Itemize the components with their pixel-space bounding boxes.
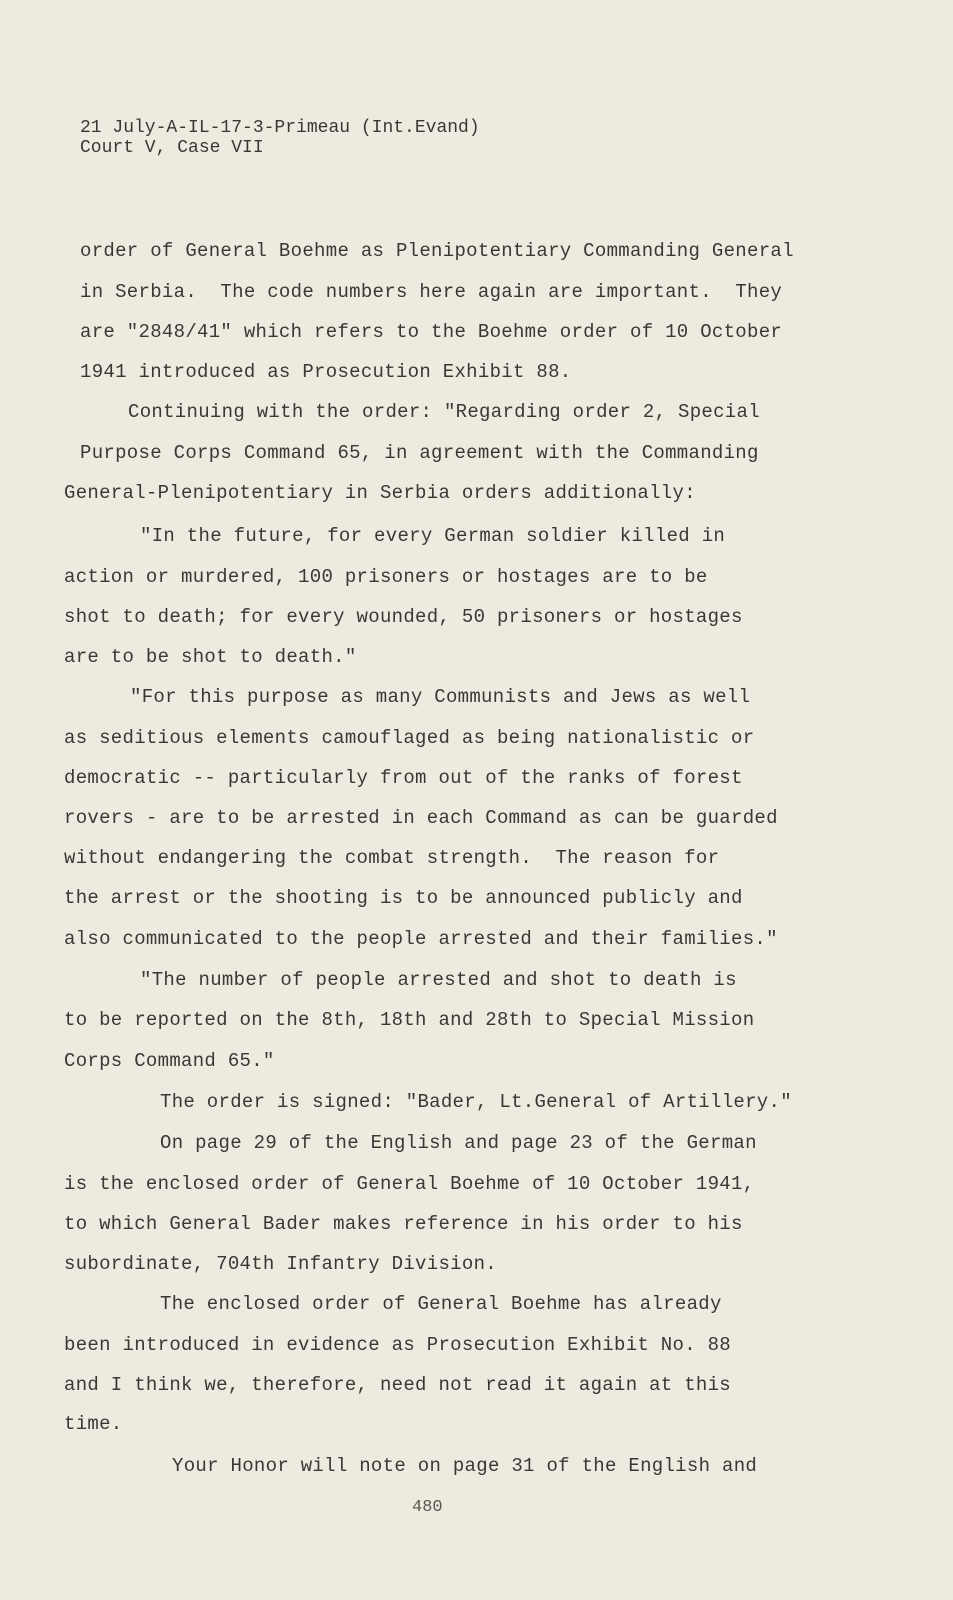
text-line: order of General Boehme as Plenipotentiary Commanding General — [80, 240, 794, 262]
text-line: subordinate, 704th Infantry Division. — [64, 1253, 497, 1275]
text-line: "For this purpose as many Communists and Jews as well — [130, 686, 751, 708]
text-line: are "2848/41" which refers to the Boehme order of 10 October — [80, 321, 783, 343]
text-line: and I think we, therefore, need not read it again at this — [64, 1374, 732, 1396]
text-line: 1941 introduced as Prosecution Exhibit 88. — [80, 361, 572, 383]
text-line: democratic -- particularly from out of the ranks of forest — [64, 767, 743, 789]
header-line-1: 21 July-A-IL-17-3-Primeau (Int.Evand) — [80, 118, 480, 138]
text-line: shot to death; for every wounded, 50 prisoners or hostages — [64, 606, 743, 628]
text-line: "In the future, for every German soldier killed in — [140, 525, 726, 547]
text-line: in Serbia. The code numbers here again are important. They — [80, 281, 783, 303]
text-line: Your Honor will note on page 31 of the English and — [172, 1455, 758, 1477]
page-number: 480 — [412, 1498, 443, 1517]
text-line: action or murdered, 100 prisoners or hostages are to be — [64, 566, 708, 588]
text-line: rovers - are to be arrested in each Command as can be guarded — [64, 807, 778, 829]
text-line: The order is signed: "Bader, Lt.General of Artillery." — [160, 1091, 792, 1113]
text-line: been introduced in evidence as Prosecution Exhibit No. 88 — [64, 1334, 732, 1356]
text-line: On page 29 of the English and page 23 of the German — [160, 1132, 757, 1154]
header-line-2: Court V, Case VII — [80, 138, 264, 158]
text-line: without endangering the combat strength. The reason for — [64, 847, 720, 869]
text-line: The enclosed order of General Boehme has already — [160, 1293, 722, 1315]
case-header — [80, 118, 480, 158]
text-line: Purpose Corps Command 65, in agreement with the Commanding — [80, 442, 759, 464]
text-line: "The number of people arrested and shot to death is — [140, 969, 737, 991]
text-line: Continuing with the order: "Regarding order 2, Special — [128, 401, 760, 423]
text-line: the arrest or the shooting is to be announced publicly and — [64, 887, 743, 909]
text-line: also communicated to the people arrested and their families." — [64, 928, 778, 950]
text-line: to be reported on the 8th, 18th and 28th to Special Mission — [64, 1009, 755, 1031]
text-line: General-Plenipotentiary in Serbia orders additionally: — [64, 482, 696, 504]
text-line: as seditious elements camouflaged as being nationalistic or — [64, 727, 755, 749]
text-line: time. — [64, 1413, 123, 1435]
text-line: Corps Command 65." — [64, 1050, 275, 1072]
text-line: to which General Bader makes reference in his order to his — [64, 1213, 743, 1235]
text-line: are to be shot to death." — [64, 646, 357, 668]
text-line: is the enclosed order of General Boehme of 10 October 1941, — [64, 1173, 755, 1195]
